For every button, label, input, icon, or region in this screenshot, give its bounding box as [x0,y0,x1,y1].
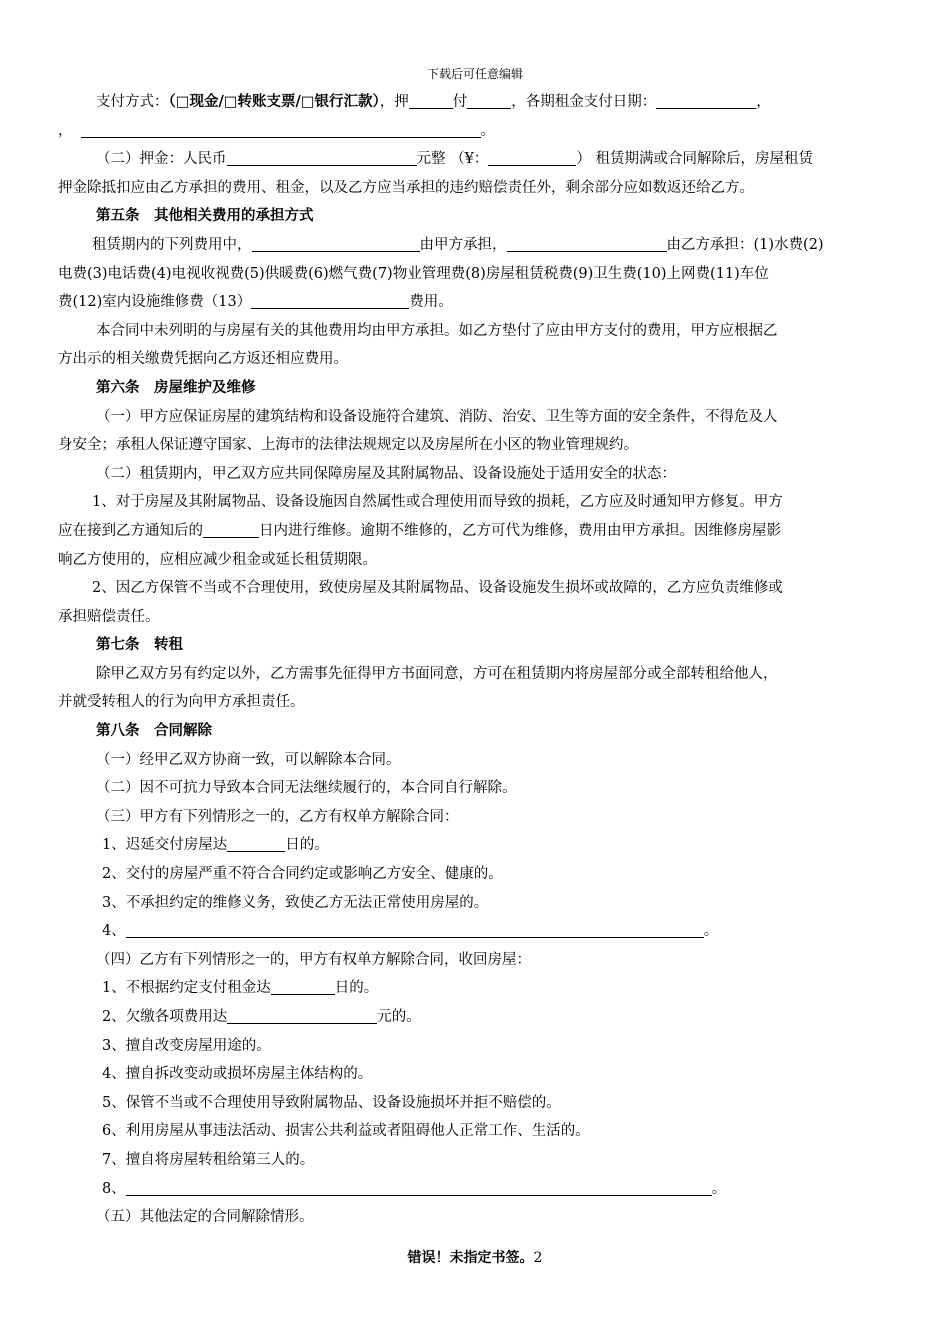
article-8-item1: （一）经甲乙双方协商一致，可以解除本合同。 [96,751,401,768]
article-8-item5: （五）其他法定的合同解除情形。 [96,1209,314,1226]
article-8-item4-3: 3、擅自改变房屋用途的。 [102,1037,271,1054]
article-8-item4-2: 2、欠缴各项费用达 元的。 [58,1003,894,1032]
page-number: 2 [533,1250,543,1266]
other-fees-blank[interactable] [251,290,409,309]
article-7-line-2: 并就受转租人的行为向甲方承担责任。 [58,694,305,711]
tenant-fees-blank[interactable] [507,233,667,252]
article-7-title: 第七条 转租 [96,636,183,654]
payment-date-blank[interactable] [656,90,756,109]
payment-date-blank-2[interactable] [81,119,481,138]
article-6-sub1-line-1: 1、对于房屋及其附属物品、设备设施因自然属性或合理使用而导致的损耗，乙方应及时通知甲方修复。甲方 [92,494,783,511]
deposit-line-2: 押金除抵扣应由乙方承担的费用、租金，以及乙方应当承担的违约赔偿责任外，剩余部分应如数返还给乙方。 [58,179,754,196]
article-8-item2: （二）因不可抗力导致本合同无法继续履行的，本合同自行解除。 [96,780,517,797]
article-8-item3-2: 2、交付的房屋严重不符合合同约定或影响乙方安全、健康的。 [102,866,503,883]
article-8-item4-7: 7、擅自将房屋转租给第三人的。 [102,1151,315,1168]
article-5-para2-line-2: 方出示的相关缴费凭据向乙方返还相应费用。 [58,351,348,368]
deposit-months-blank[interactable] [409,90,453,109]
landlord-fees-blank[interactable] [252,233,420,252]
article-8-item4: （四）乙方有下列情形之一的，甲方有权单方解除合同，收回房屋： [96,951,531,968]
article-6-item2: （二）租赁期内，甲乙双方应共同保障房屋及其附属物品、设备设施处于适用安全的状态： [96,465,676,482]
article-8-item3-4: 4、 。 [58,917,894,946]
article-8-item3-1: 1、迟延交付房屋达 日的。 [58,831,894,860]
article-5-fees-line-3: 费(12)室内设施维修费（13） 费用。 [58,288,894,317]
payment-method-line: 支付方式：（□现金/□转账支票/□银行汇款），押 付 ，各期租金支付日期： ， [58,88,894,117]
article-5-fees-line: 租赁期内的下列费用中， 由甲方承担， 由乙方承担：(1)水费(2) [58,231,894,260]
article-8-item4-1: 1、不根据约定支付租金达 日的。 [58,974,894,1003]
article-6-sub1-line-3: 响乙方使用的，应相应减少租金或延长租赁期限。 [58,551,377,568]
article-8-item3-3: 3、不承担约定的维修义务，致使乙方无法正常使用房屋的。 [102,894,489,911]
bookmark-error-text: 错误！未指定书签。 [407,1250,534,1266]
landlord-other-reason-blank[interactable] [126,919,704,938]
article-6-sub2-line-1: 2、因乙方保管不当或不合理使用，致使房屋及其附属物品、设备设施发生损坏或故障的，乙方应负责维修或 [92,580,783,597]
article-6-sub2-line-2: 承担赔偿责任。 [58,608,160,625]
repair-days-blank[interactable] [203,519,259,538]
article-5-para2-line-1: 本合同中未列明的与房屋有关的其他费用均由甲方承担。如乙方垫付了应由甲方支付的费用，甲方应根据乙 [96,322,778,339]
payment-method-line-2: ， 。 [58,117,894,146]
page-footer [0,1248,950,1268]
contract-body [58,88,894,1232]
unpaid-fees-amount-blank[interactable] [227,1005,377,1024]
article-8-item3: （三）甲方有下列情形之一的，乙方有权单方解除合同： [96,808,459,825]
delivery-delay-days-blank[interactable] [227,833,285,852]
page-header-note: 下载后可任意编辑 [426,67,523,81]
article-6-sub1-line-2: 应在接到乙方通知后的 日内进行维修。逾期不维修的，乙方可代为维修，费用由甲方承担。因维修房屋影 [58,517,894,546]
article-5-fees-line-2: 电费(3)电话费(4)电视收视费(5)供暖费(6)燃气费(7)物业管理费(8)房屋租赁税费(9)卫生费(10)上网费(11)车位 [58,265,769,282]
article-7-line-1: 除甲乙双方另有约定以外，乙方需事先征得甲方书面同意，方可在租赁期内将房屋部分或全部转租给他人， [96,665,778,682]
tenant-other-reason-blank[interactable] [126,1177,712,1196]
payment-options: （□现金/□转账支票/□银行汇款） [168,93,380,110]
article-8-title: 第八条 合同解除 [96,722,212,740]
article-6-item1-line-1: （一）甲方应保证房屋的建筑结构和设备设施符合建筑、消防、治安、卫生等方面的安全条件，不得危及人 [96,408,778,425]
deposit-amount-words-blank[interactable] [227,147,417,166]
article-6-item1-line-2: 身安全；承租人保证遵守国家、上海市的法律法规规定以及房屋所在小区的物业管理规约。 [58,437,638,454]
article-8-item4-4: 4、擅自拆改变动或损坏房屋主体结构的。 [102,1066,373,1083]
article-8-item4-8: 8、 。 [58,1175,894,1204]
deposit-line: （二）押金：人民币 元整 （¥： ） 租赁期满或合同解除后，房屋租赁 [58,145,894,174]
article-5-title: 第五条 其他相关费用的承担方式 [96,207,314,225]
rent-overdue-days-blank[interactable] [271,976,335,995]
article-8-item4-6: 6、利用房屋从事违法活动、损害公共利益或者阻碍他人正常工作、生活的。 [102,1123,590,1140]
pay-months-blank[interactable] [467,90,511,109]
article-6-title: 第六条 房屋维护及维修 [96,378,256,396]
article-8-item4-5: 5、保管不当或不合理使用导致附属物品、设备设施损坏并拒不赔偿的。 [102,1094,561,1111]
deposit-amount-number-blank[interactable] [488,147,576,166]
